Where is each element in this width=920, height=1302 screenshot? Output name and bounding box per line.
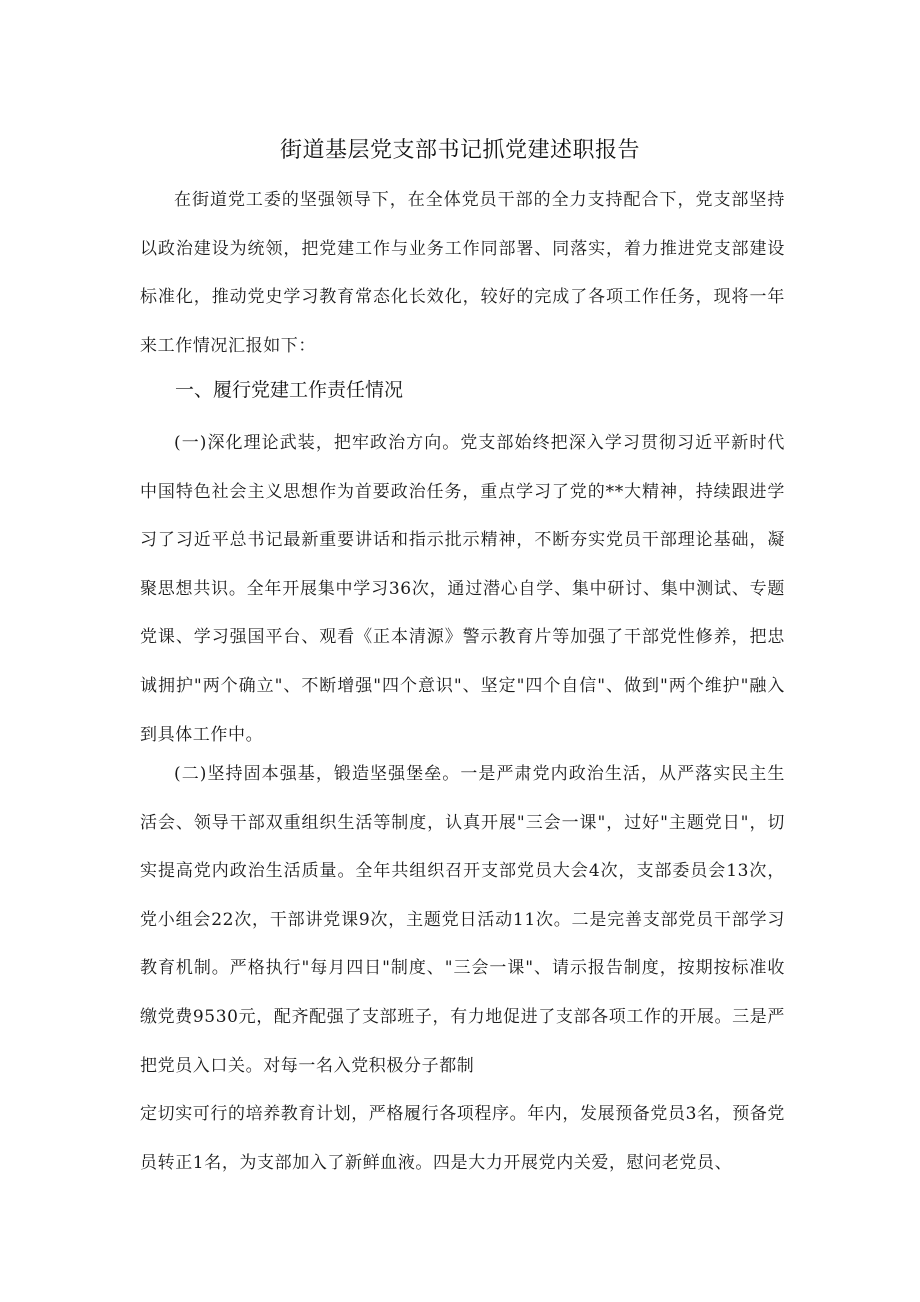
section-paragraph-1: (一)深化理论武装，把牢政治方向。党支部始终把深入学习贯彻习近平新时代中国特色社会主义思想作为首要政治任务，重点学习了党的**大精神，持续跟进学习了习近平总书记最新重要讲话和指示批示精神，不断夯实党员干部理论基础，凝聚思想共识。全年开展集中学习36次，通过潜心自学、集中研讨、集中测试、专题党课、学习强国平台、观看《正本清源》警示教育片等加强了干部党性修养，把忠诚拥护"两个确立"、不断增强"四个意识"、坚定"四个自信"、做到"两个维护"融入到具体工作中。 — [140, 433, 785, 745]
intro-paragraph: 在街道党工委的坚强领导下，在全体党员干部的全力支持配合下，党支部坚持以政治建设为统领，把党建工作与业务工作同部署、同落实，着力推进党支部建设标准化，推动党史学习教育常态化长效化，较好的完成了各项工作任务，现将一年来工作情况汇报如下： — [140, 190, 785, 356]
section-heading: 一、履行党建工作责任情况 — [175, 379, 404, 401]
section-paragraph-2: (二)坚持固本强基，锻造坚强堡垒。一是严肃党内政治生活，从严落实民主生活会、领导干部双重组织生活等制度，认真开展"三会一课"，过好"主题党日"，切实提高党内政治生活质量。全年共组织召开支部党员大会4次，支部委员会13次，党小组会22次，干部讲党课9次，主题党日活动11次。二是完善支部党员干部学习教育机制。严格执行"每月四日"制度、"三会一课"、请示报告制度，按期按标准收缴党费9530元，配齐配强了支部班子，有力地促进了支部各项工作的开展。三是严把党员入口关。对每一名入党积极分子都制 — [140, 764, 785, 1076]
section-paragraph-2-continued: 定切实可行的培养教育计划，严格履行各项程序。年内，发展预备党员3名，预备党员转正1名，为支部加入了新鲜血液。四是大力开展党内关爱，慰问老党员、 — [140, 1104, 786, 1173]
document-title: 街道基层党支部书记抓党建述职报告 — [279, 138, 640, 163]
